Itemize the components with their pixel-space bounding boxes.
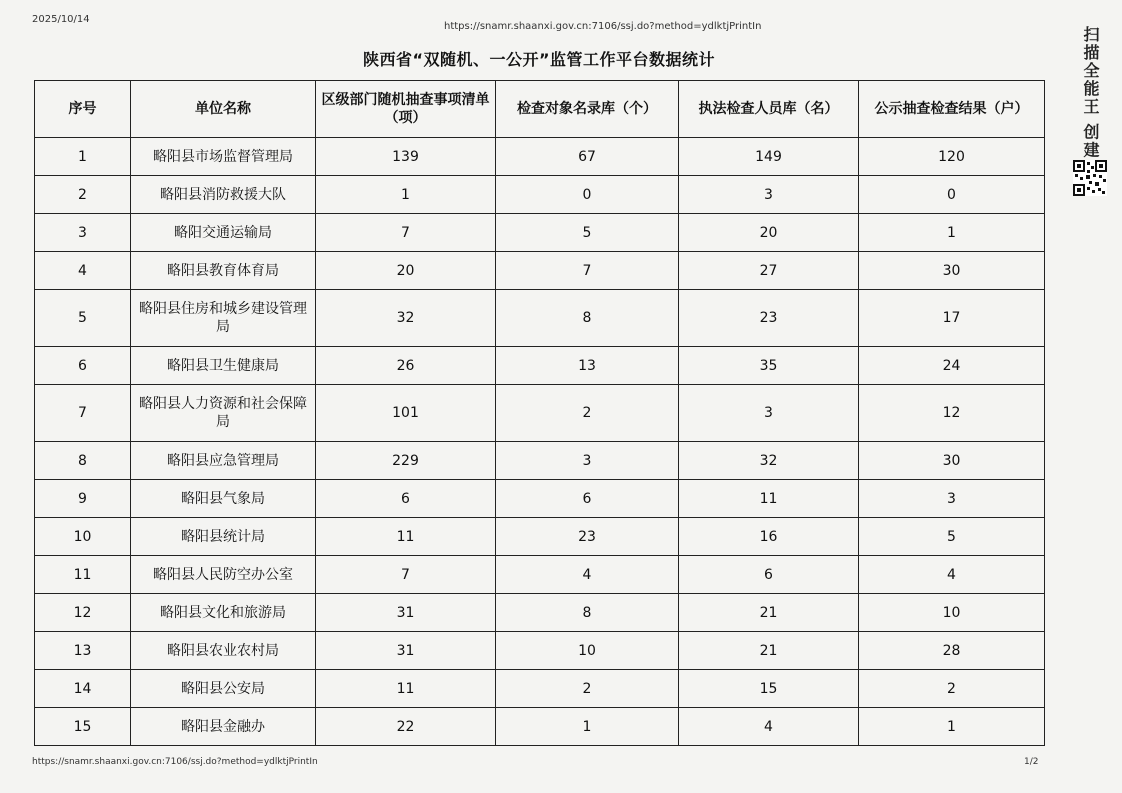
cell-items: 31 (316, 632, 496, 670)
cell-seq: 11 (35, 556, 131, 594)
cell-staff: 4 (679, 708, 859, 746)
cell-seq: 1 (35, 138, 131, 176)
cell-unit: 略阳县应急管理局 (131, 442, 316, 480)
cell-unit: 略阳县文化和旅游局 (131, 594, 316, 632)
cell-staff: 3 (679, 176, 859, 214)
cell-staff: 11 (679, 480, 859, 518)
cell-seq: 13 (35, 632, 131, 670)
cell-objects: 23 (496, 518, 679, 556)
cell-items: 22 (316, 708, 496, 746)
cell-seq: 2 (35, 176, 131, 214)
cell-objects: 3 (496, 442, 679, 480)
table-row (35, 556, 1045, 594)
cell-objects: 1 (496, 708, 679, 746)
cell-results: 3 (859, 480, 1045, 518)
cell-staff: 35 (679, 347, 859, 385)
table-row (35, 594, 1045, 632)
cell-objects: 67 (496, 138, 679, 176)
stats-table (34, 80, 1045, 746)
cell-seq: 9 (35, 480, 131, 518)
cell-staff: 15 (679, 670, 859, 708)
cell-seq: 10 (35, 518, 131, 556)
cell-seq: 4 (35, 252, 131, 290)
cell-objects: 4 (496, 556, 679, 594)
table-row (35, 214, 1045, 252)
print-date: 2025/10/14 (32, 14, 90, 25)
cell-objects: 0 (496, 176, 679, 214)
cell-items: 6 (316, 480, 496, 518)
cell-seq: 8 (35, 442, 131, 480)
cell-items: 20 (316, 252, 496, 290)
cell-items: 32 (316, 290, 496, 347)
cell-unit: 略阳县消防救援大队 (131, 176, 316, 214)
cell-seq: 6 (35, 347, 131, 385)
cell-unit: 略阳县农业农村局 (131, 632, 316, 670)
cell-unit: 略阳县卫生健康局 (131, 347, 316, 385)
cell-objects: 5 (496, 214, 679, 252)
cell-unit: 略阳县统计局 (131, 518, 316, 556)
cell-unit: 略阳交通运输局 (131, 214, 316, 252)
cell-results: 10 (859, 594, 1045, 632)
table-row (35, 632, 1045, 670)
table-row (35, 385, 1045, 442)
cell-unit: 略阳县人民防空办公室 (131, 556, 316, 594)
cell-objects: 7 (496, 252, 679, 290)
cell-seq: 14 (35, 670, 131, 708)
table-row (35, 176, 1045, 214)
cell-results: 28 (859, 632, 1045, 670)
table-row (35, 138, 1045, 176)
table-row (35, 290, 1045, 347)
cell-seq: 5 (35, 290, 131, 347)
header-items: 区级部门随机抽查事项清单（项） (316, 81, 496, 138)
scanner-brand: 扫描全能王 创建 (1081, 26, 1100, 160)
cell-items: 229 (316, 442, 496, 480)
cell-items: 7 (316, 556, 496, 594)
cell-items: 7 (316, 214, 496, 252)
table-header-row (35, 81, 1045, 138)
cell-objects: 8 (496, 290, 679, 347)
page-number: 1/2 (1024, 757, 1039, 767)
cell-objects: 13 (496, 347, 679, 385)
cell-items: 26 (316, 347, 496, 385)
cell-results: 30 (859, 442, 1045, 480)
cell-items: 139 (316, 138, 496, 176)
cell-staff: 23 (679, 290, 859, 347)
cell-results: 2 (859, 670, 1045, 708)
cell-items: 1 (316, 176, 496, 214)
cell-results: 120 (859, 138, 1045, 176)
cell-results: 24 (859, 347, 1045, 385)
header-objects: 检查对象名录库（个） (496, 81, 679, 138)
cell-seq: 3 (35, 214, 131, 252)
document-title: 陕西省“双随机、一公开”监管工作平台数据统计 (362, 50, 716, 69)
qr-code-icon (1073, 160, 1107, 196)
print-url-top: https://snamr.shaanxi.gov.cn:7106/ssj.do?method=ydlktjPrintIn (444, 21, 762, 32)
header-seq: 序号 (35, 81, 131, 138)
cell-objects: 6 (496, 480, 679, 518)
table-row (35, 708, 1045, 746)
cell-results: 4 (859, 556, 1045, 594)
cell-staff: 21 (679, 594, 859, 632)
cell-staff: 20 (679, 214, 859, 252)
cell-staff: 21 (679, 632, 859, 670)
cell-seq: 7 (35, 385, 131, 442)
table-row (35, 518, 1045, 556)
print-url-bottom: https://snamr.shaanxi.gov.cn:7106/ssj.do?method=ydlktjPrintIn (32, 757, 318, 767)
cell-unit: 略阳县金融办 (131, 708, 316, 746)
cell-seq: 12 (35, 594, 131, 632)
header-staff: 执法检查人员库（名） (679, 81, 859, 138)
cell-objects: 2 (496, 385, 679, 442)
cell-staff: 27 (679, 252, 859, 290)
table-row (35, 480, 1045, 518)
cell-items: 11 (316, 518, 496, 556)
cell-objects: 8 (496, 594, 679, 632)
cell-unit: 略阳县住房和城乡建设管理局 (131, 290, 316, 347)
header-unit: 单位名称 (131, 81, 316, 138)
table-row (35, 442, 1045, 480)
cell-items: 11 (316, 670, 496, 708)
cell-results: 0 (859, 176, 1045, 214)
cell-objects: 10 (496, 632, 679, 670)
cell-results: 5 (859, 518, 1045, 556)
header-results: 公示抽查检查结果（户） (859, 81, 1045, 138)
cell-staff: 149 (679, 138, 859, 176)
cell-results: 30 (859, 252, 1045, 290)
cell-unit: 略阳县公安局 (131, 670, 316, 708)
table-row (35, 347, 1045, 385)
table-row (35, 670, 1045, 708)
cell-unit: 略阳县气象局 (131, 480, 316, 518)
cell-objects: 2 (496, 670, 679, 708)
cell-items: 101 (316, 385, 496, 442)
cell-seq: 15 (35, 708, 131, 746)
cell-results: 1 (859, 708, 1045, 746)
cell-staff: 3 (679, 385, 859, 442)
cell-staff: 16 (679, 518, 859, 556)
cell-unit: 略阳县市场监督管理局 (131, 138, 316, 176)
cell-staff: 6 (679, 556, 859, 594)
cell-staff: 32 (679, 442, 859, 480)
cell-unit: 略阳县教育体育局 (131, 252, 316, 290)
cell-results: 1 (859, 214, 1045, 252)
cell-results: 12 (859, 385, 1045, 442)
cell-results: 17 (859, 290, 1045, 347)
cell-items: 31 (316, 594, 496, 632)
table-row (35, 252, 1045, 290)
cell-unit: 略阳县人力资源和社会保障局 (131, 385, 316, 442)
